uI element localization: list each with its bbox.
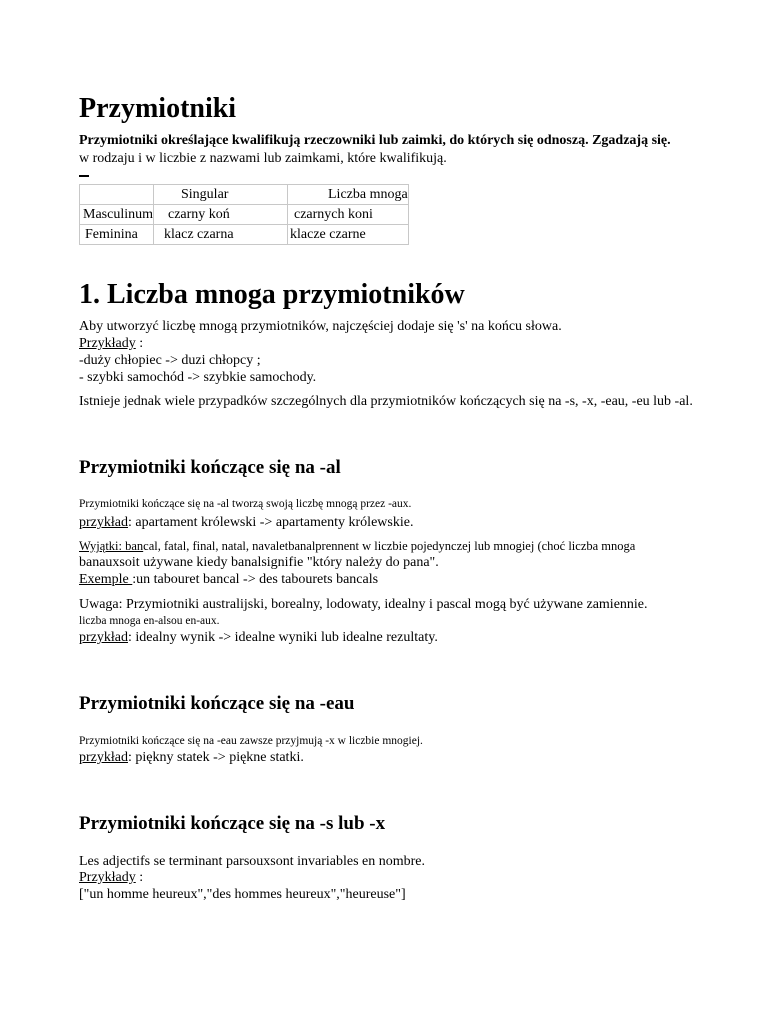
note: Uwaga: Przymiotniki australijski, borealny, lodowaty, idealny i pascal mogą być używane zamiennie. xyxy=(79,597,648,612)
adjective-table xyxy=(79,184,409,245)
intro-bold: Przymiotniki określające kwalifikują rzeczowniki lub zaimki, do których się odnoszą. Zgadzają się. xyxy=(79,133,671,148)
page-title: Przymiotniki xyxy=(79,93,237,124)
example-label: przykład xyxy=(79,515,128,530)
example-item: -duży chłopiec -> duzi chłopcy ; xyxy=(79,353,261,368)
exceptions-line-2: banauxsoit używane kiedy banalsignifie "który należy do pana". xyxy=(79,555,439,570)
exemple-line xyxy=(79,571,378,588)
example-line xyxy=(79,629,438,646)
examples-label: Przykłady xyxy=(79,336,136,351)
section-heading: 1. Liczba mnoga przymiotników xyxy=(79,279,465,310)
example-item: - szybki samochód -> szybkie samochody. xyxy=(79,370,317,385)
paragraph: Przymiotniki kończące się na -al tworzą swoją liczbę mnogą przez -aux. xyxy=(79,498,412,510)
paragraph: Przymiotniki kończące się na -eau zawsze przyjmują -x w liczbie mnogiej. xyxy=(79,735,423,747)
example-line xyxy=(79,514,413,531)
section-heading: Przymiotniki kończące się na -s lub -x xyxy=(79,813,386,834)
section-heading: Przymiotniki kończące się na -al xyxy=(79,457,341,478)
section-heading: Przymiotniki kończące się na -eau xyxy=(79,693,355,714)
example-label: przykład xyxy=(79,750,128,765)
examples-label: Przykłady xyxy=(79,870,136,885)
example-line xyxy=(79,749,304,766)
table-row xyxy=(80,225,409,245)
table-cell: Masculinum xyxy=(80,205,154,225)
table-cell: klacz czarna xyxy=(154,225,288,245)
exceptions-text: cal, fatal, final, natal, navaletbanalprennent w liczbie pojedynczej lub mnogiej (choć liczba mnoga xyxy=(143,539,636,553)
table-header-cell: Singular xyxy=(154,185,288,205)
table-header-row xyxy=(80,185,409,205)
examples-line xyxy=(79,869,143,886)
table-cell: klacze czarne xyxy=(288,225,409,245)
table-header-cell: Liczba mnoga xyxy=(288,185,409,205)
example-text: : idealny wynik -> idealne wyniki lub idealne rezultaty. xyxy=(127,630,438,645)
table-cell: czarnych koni xyxy=(288,205,409,225)
note-small: liczba mnoga en-alsou en-aux. xyxy=(79,615,220,627)
table-cell: Feminina xyxy=(80,225,154,245)
example-text: : piękny statek -> piękne statki. xyxy=(127,750,304,765)
example-text: : apartament królewski -> apartamenty królewskie. xyxy=(127,515,414,530)
exemple-label: Exemple xyxy=(79,572,133,587)
examples-colon: : xyxy=(135,870,144,885)
exceptions-line xyxy=(79,538,635,555)
paragraph: Istnieje jednak wiele przypadków szczególnych dla przymiotników kończących się na -s, -x, -eau, -eu lub -al. xyxy=(79,394,693,409)
intro-normal: w rodzaju i w liczbie z nazwami lub zaimkami, które kwalifikują. xyxy=(79,151,447,166)
example-label: przykład xyxy=(79,630,128,645)
example-list: ["un homme heureux","des hommes heureux","heureuse"] xyxy=(79,887,406,902)
examples-line xyxy=(79,335,143,352)
dash-mark xyxy=(79,175,89,177)
table-header-cell xyxy=(80,185,154,205)
paragraph: Aby utworzyć liczbę mnogą przymiotników, najczęściej dodaje się 's' na końcu słowa. xyxy=(79,319,562,334)
exceptions-label: Wyjątki: ban xyxy=(79,539,144,553)
paragraph: Les adjectifs se terminant parsouxsont invariables en nombre. xyxy=(79,854,426,869)
table-cell: czarny koń xyxy=(154,205,288,225)
exemple-text: :un tabouret bancal -> des tabourets bancals xyxy=(132,572,379,587)
table-row xyxy=(80,205,409,225)
examples-colon: : xyxy=(135,336,144,351)
